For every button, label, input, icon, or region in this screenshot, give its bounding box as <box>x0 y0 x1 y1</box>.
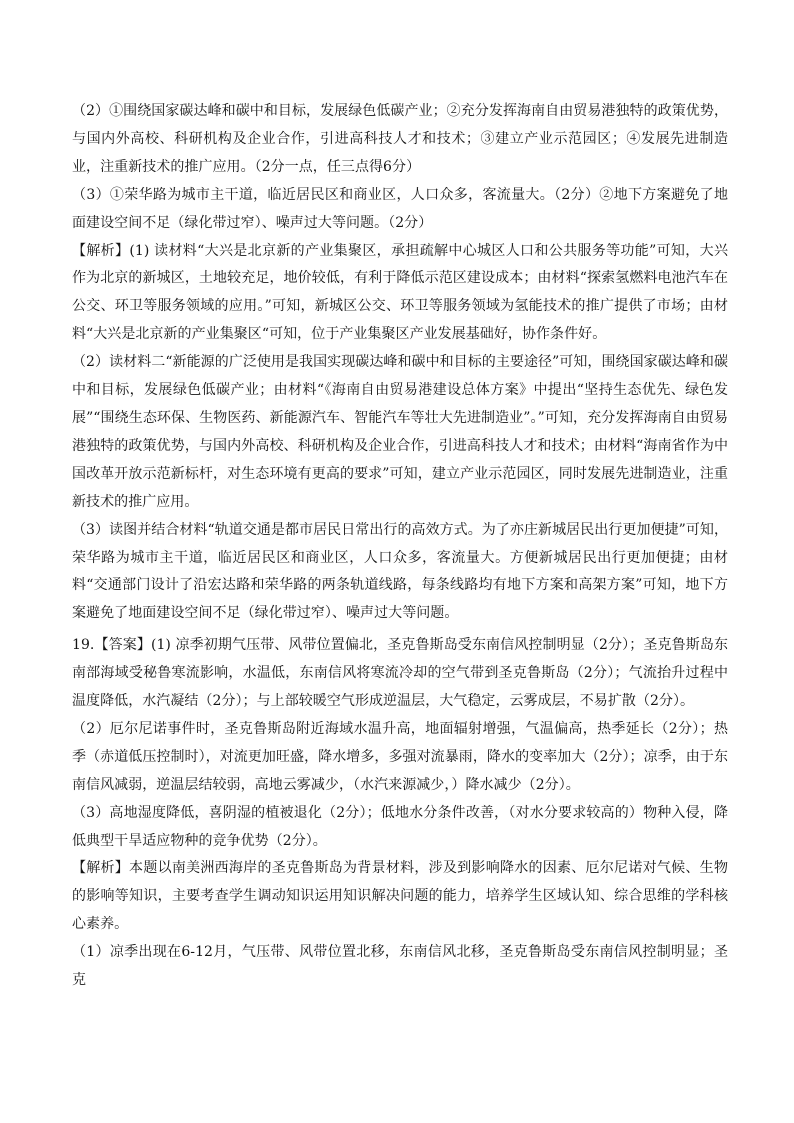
analysis-18-part-3: （3）读图并结合材料“轨道交通是都市居民日常出行的高效方式。为了亦庄新城居民出行更加便捷”可知，荣华路为城市主干道，临近居民区和商业区，人口众多，客流量大。方便新城居民出行更加便捷；由材料“交通部门设计了沿宏达路和荣华路的两条轨道线路，每条线路均有地下方案和高架方案”可知，地下方案避免了地面建设空间不足（绿化带过窄）、噪声过大等问题。 <box>72 521 728 622</box>
answer-19-part-2: （2）厄尔尼诺事件时，圣克鲁斯岛附近海域水温升高，地面辐射增强，气温偏高，热季延长（2分）；热季（赤道低压控制时），对流更加旺盛，降水增多，多强对流暴雨，降水的变率加大（2分）；凉季，由于东南信风减弱，逆温层结较弱，高地云雾减少，（水汽来源减少，）降水减少（2分）。 <box>72 720 728 793</box>
answer-19-part-3: （3）高地湿度降低，喜阴湿的植被退化（2分）；低地水分条件改善，（对水分要求较高的）物种入侵，降低典型干旱适应物种的竞争优势（2分）。 <box>72 804 728 849</box>
analysis-18-part-2: （2）读材料二“新能源的广泛使用是我国实现碳达峰和碳中和目标的主要途径”可知，围绕国家碳达峰和碳中和目标，发展绿色低碳产业；由材料“《海南自由贸易港建设总体方案》中提出“坚持生态优先、绿色发展”“围绕生态环保、生物医药、新能源汽车、智能汽车等壮大先进制造业”。”可知，充分发挥海南自由贸易港独特的政策优势，与国内外高校、科研机构及企业合作，引进高科技人才和技术；由材料“海南省作为中国改革开放示范新标杆，对生态环境有更高的要求”可知，建立产业示范园区，同时发展先进制造业，注重新技术的推广应用。 <box>72 354 728 510</box>
document-body <box>72 98 728 995</box>
analysis-19-intro: 【解析】本题以南美洲西海岸的圣克鲁斯岛为背景材料，涉及到影响降水的因素、厄尔尼诺对气候、生物的影响等知识，主要考查学生调动知识运用知识解决问题的能力，培养学生区域认知、综合思维的学科核心素养。 <box>72 860 728 933</box>
analysis-18-part-1: 【解析】(1) 读材料“大兴是北京新的产业集聚区，承担疏解中心城区人口和公共服务等功能”可知，大兴作为北京的新城区，土地较充足，地价较低，有利于降低示范区建设成本；由材料“探索氢燃料电池汽车在公交、环卫等服务领域的应用。”可知，新城区公交、环卫等服务领域为氢能技术的推广提供了市场；由材料“大兴是北京新的产业集聚区“可知，位于产业集聚区产业发展基础好，协作条件好。 <box>72 242 728 343</box>
answer-18-part-3: （3）①荣华路为城市主干道，临近居民区和商业区，人口众多，客流量大。（2分）②地下方案避免了地面建设空间不足（绿化带过窄）、噪声过大等问题。（2分） <box>72 186 728 231</box>
answer-19-part-1: 19.【答案】(1) 凉季初期气压带、风带位置偏北，圣克鲁斯岛受东南信风控制明显（2分）；圣克鲁斯岛东南部海域受秘鲁寒流影响，水温低，东南信风将寒流冷却的空气带到圣克鲁斯岛（2分）；气流抬升过程中温度降低，水汽凝结（2分）；与上部较暖空气形成逆温层，大气稳定，云雾成层，不易扩散（2分）。 <box>72 637 728 710</box>
analysis-19-part-1: （1）凉季出现在6-12月，气压带、风带位置北移，东南信风北移，圣克鲁斯岛受东南信风控制明显；圣克 <box>72 944 728 989</box>
answer-18-part-2: （2）①围绕国家碳达峰和碳中和目标，发展绿色低碳产业；②充分发挥海南自由贸易港独特的政策优势，与国内外高校、科研机构及企业合作，引进高科技人才和技术；③建立产业示范园区；④发展先进制造业，注重新技术的推广应用。（2分一点，任三点得6分） <box>72 103 728 175</box>
